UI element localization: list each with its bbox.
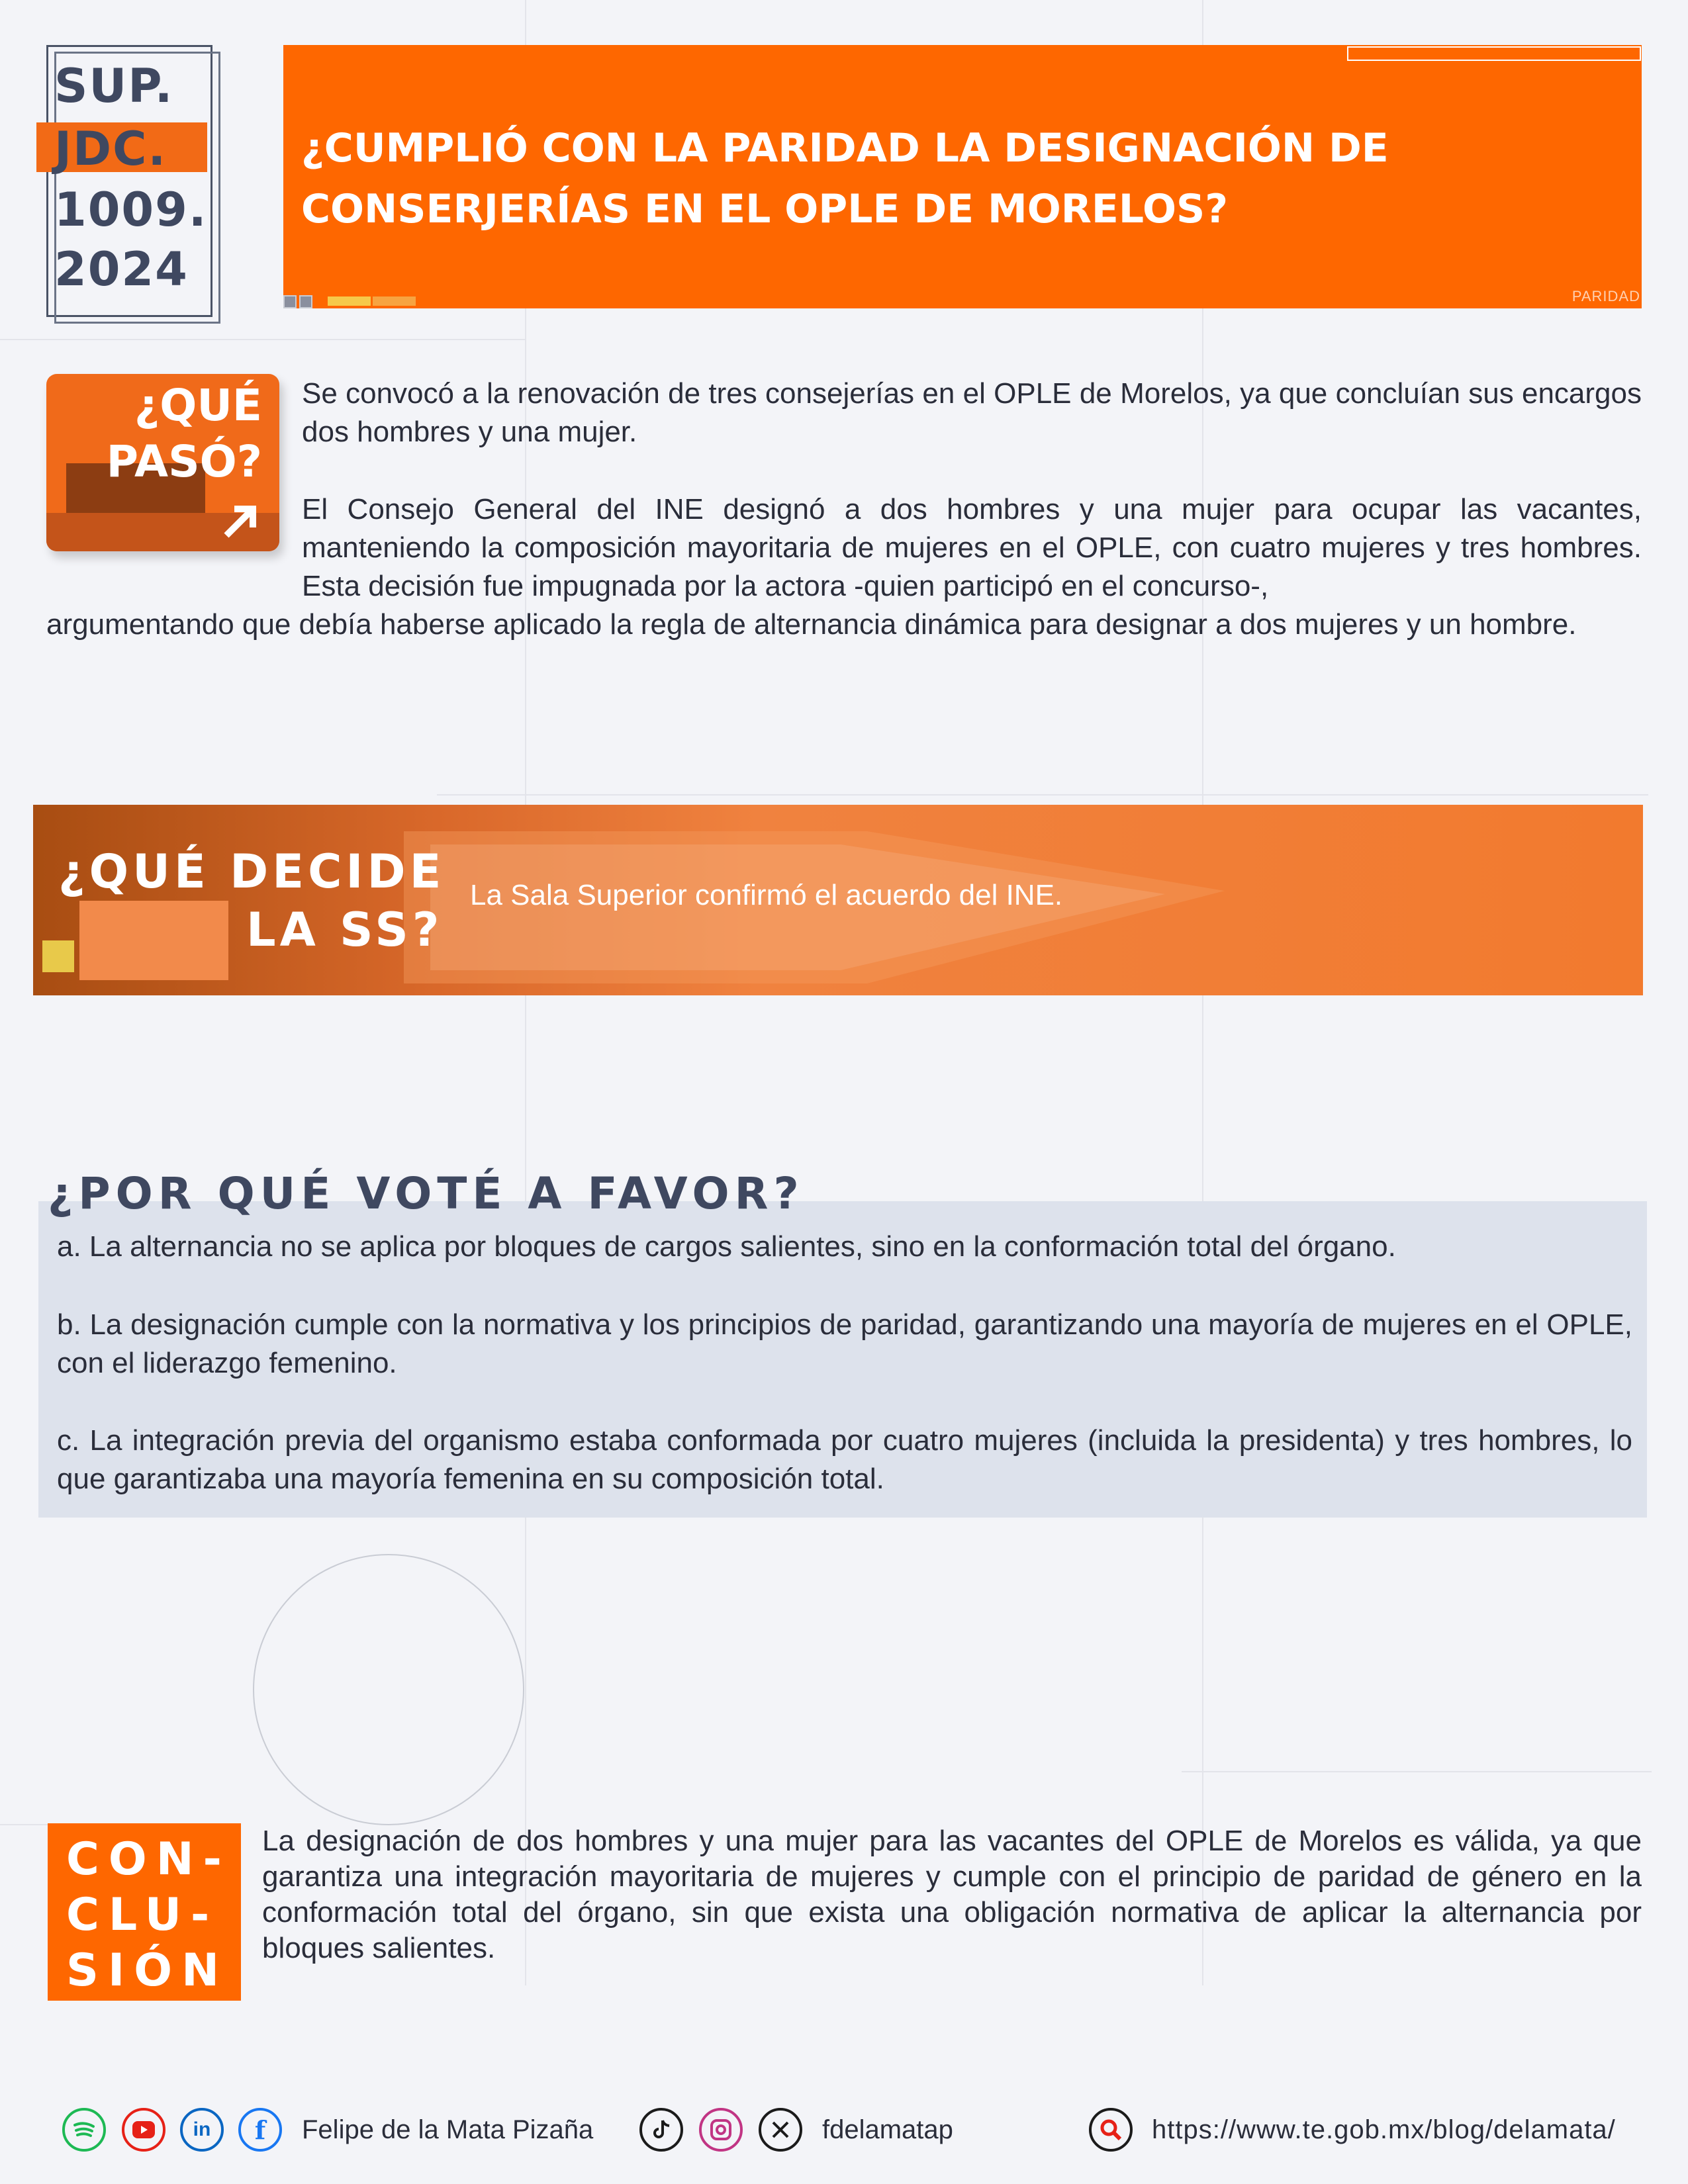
- x-icon[interactable]: [759, 2108, 802, 2152]
- spotify-icon[interactable]: [62, 2108, 106, 2152]
- tiktok-icon[interactable]: [639, 2108, 683, 2152]
- search-icon[interactable]: [1089, 2108, 1133, 2152]
- page-title: [301, 118, 1559, 240]
- social-handle: fdelamatap: [822, 2115, 953, 2144]
- que-decide-text: La Sala Superior confirmó el acuerdo del INE.: [470, 879, 1063, 911]
- topic-tag: PARIDAD: [1571, 288, 1640, 304]
- decoration-square: [373, 296, 416, 306]
- case-id-line: SUP.: [54, 59, 174, 113]
- decoration-square: [42, 940, 74, 972]
- vote-reason-item: b. La designación cumple con la normativa y los principios de paridad, garantizando una mayoría de mujeres en el OPLE, con el liderazgo femenino.: [57, 1308, 1632, 1379]
- decoration-circle: [253, 1554, 524, 1825]
- case-id-line: JDC.: [54, 122, 167, 176]
- case-id-line: 2024: [54, 242, 189, 296]
- que-paso-label: PASÓ?: [106, 436, 262, 487]
- vote-reasons-title: ¿POR QUÉ VOTÉ A FAVOR?: [48, 1168, 804, 1219]
- que-paso-paragraph: Se convocó a la renovación de tres consejerías en el OPLE de Morelos, ya que concluían sus encargos dos hombres y una mujer.: [302, 377, 1642, 448]
- page-title-line: ¿CUMPLIÓ CON LA PARIDAD LA DESIGNACIÓN DE: [301, 125, 1389, 171]
- youtube-icon[interactable]: [122, 2108, 165, 2152]
- conclusion-text: La designación de dos hombres y una mujer para las vacantes del OPLE de Morelos es válida, ya que garantiza una integración mayoritaria de mujeres y cumple con el principio de paridad de género en la conformación total del órgano, sin que exista una obligación normativa de aplicar la alternancia por bloques salientes.: [262, 1825, 1642, 1964]
- que-decide-title: LA SS?: [246, 903, 444, 957]
- page-title-line: CONSERJERÍAS EN EL OPLE DE MORELOS?: [301, 186, 1229, 232]
- conclusion-label: CON-: [66, 1833, 231, 1886]
- arrow-up-right-icon: [220, 501, 261, 542]
- author-name: Felipe de la Mata Pizaña: [302, 2115, 594, 2144]
- que-paso-paragraph: El Consejo General del INE designó a dos hombres y una mujer para ocupar las vacantes, manteniendo la composición mayoritaria de mujeres en el OPLE, con cuatro mujeres y tres hombres. Esta decisión fue impugnada por la actora -quien participó en el concurso-,: [302, 493, 1642, 602]
- vote-reason-item: c. La integración previa del organismo estaba conformada por cuatro mujeres (incluida la presidenta) y tres hombres, lo que garantizaba una mayoría femenina en su composición total.: [57, 1424, 1632, 1495]
- que-paso-label: ¿QUÉ: [134, 380, 262, 431]
- instagram-icon[interactable]: [699, 2108, 743, 2152]
- grid-line: [437, 794, 1648, 796]
- decoration-square: [283, 295, 297, 308]
- decoration-square: [328, 296, 371, 306]
- que-decide-title: ¿QUÉ DECIDE: [58, 844, 445, 899]
- decoration-square: [79, 901, 228, 980]
- que-paso-paragraph: argumentando que debía haberse aplicado la regla de alternancia dinámica para designar a dos mujeres y un hombre.: [46, 608, 1577, 641]
- conclusion-label: CLU-: [66, 1889, 219, 1941]
- vote-reason-item: a. La alternancia no se aplica por bloques de cargos salientes, sino en la conformación total del órgano.: [57, 1230, 1396, 1263]
- linkedin-icon[interactable]: in: [180, 2108, 224, 2152]
- conclusion-label: SIÓN: [66, 1944, 228, 1997]
- facebook-icon[interactable]: f: [238, 2108, 282, 2152]
- grid-line: [0, 339, 525, 340]
- decoration-square: [299, 295, 312, 308]
- grid-line: [0, 1824, 48, 1825]
- decoration-square: [1347, 46, 1641, 61]
- blog-url[interactable]: https://www.te.gob.mx/blog/delamata/: [1152, 2115, 1616, 2144]
- que-paso-badge: [46, 374, 279, 551]
- case-id-line: 1009.: [54, 183, 208, 237]
- grid-line: [1182, 1771, 1652, 1772]
